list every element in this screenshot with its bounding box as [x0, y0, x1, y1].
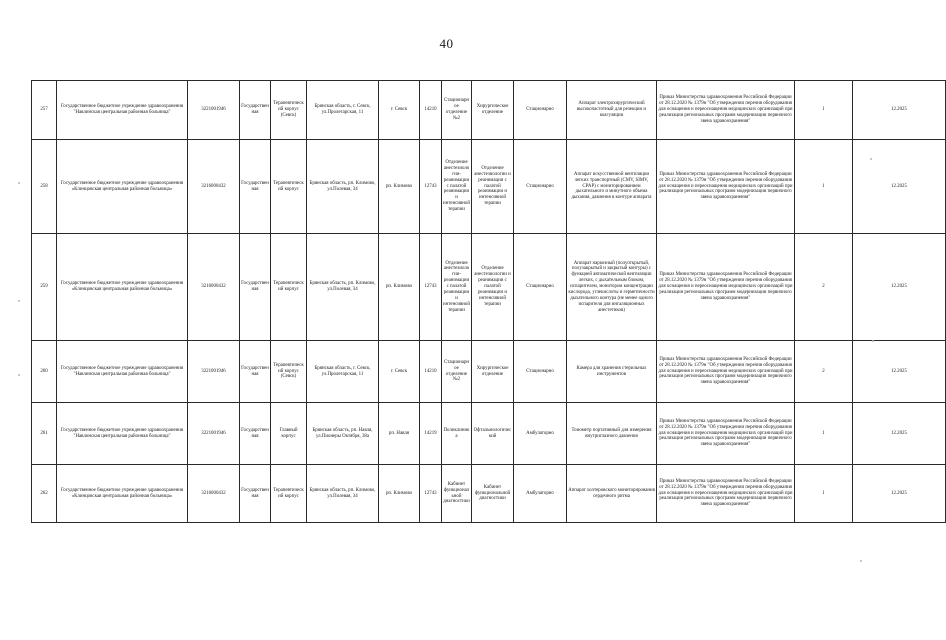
building-name: Терапевтический корпус (Севск) [271, 81, 307, 140]
oktmo-code: 12743 [420, 234, 442, 341]
oktmo-code: 12743 [420, 140, 442, 234]
quantity: 2 [795, 341, 853, 403]
inn-code: 3216000432 [188, 140, 240, 234]
scan-speck [18, 374, 20, 376]
oktmo-code: 14210 [420, 341, 442, 403]
inn-code: 3216000432 [188, 234, 240, 341]
institution-name: Государственное бюджетное учреждение здравоохранения "Навлинская центральная районная больница" [57, 341, 188, 403]
page-number: 40 [439, 36, 454, 51]
table-row [32, 465, 946, 523]
quantity: 1 [795, 81, 853, 140]
table-row [32, 403, 946, 465]
ownership-form: Государственная [240, 81, 271, 140]
building-name: Терапевтический корпус [271, 465, 307, 523]
building-name: Терапевтический корпус [271, 140, 307, 234]
delivery-date: 12.2025 [853, 140, 946, 234]
address: Брянская область, рп. Климово, ул.Полевая, 34 [307, 140, 379, 234]
inn-code: 3216000432 [188, 465, 240, 523]
scan-speck [872, 340, 874, 342]
ownership-form: Государственная [240, 465, 271, 523]
profile: Отделение анестезиологии и реанимации с палатой реанимации и интенсивной терапии [472, 140, 514, 234]
legal-basis: Приказ Министерства здравоохранения Российской Федерации от 28.12.2020 № 1379н "Об утверждении перечня оборудования для оснащения и переоснащения медицинских организаций при реализации региональных программ модернизации первичного звена здравоохранения" [657, 234, 795, 341]
locality: рп. Навля [379, 403, 420, 465]
department: Кабинет функциональной диагностики [442, 465, 472, 523]
row-number: 259 [32, 234, 57, 341]
care-type: Стационарно [514, 81, 567, 140]
oktmo-code: 14219 [420, 403, 442, 465]
building-name: Терапевтический корпус [271, 234, 307, 341]
equipment-name: Тонометр портативный для измерения внутриглазного давления [567, 403, 657, 465]
address: Брянская область, г. Севск, ул.Пролетарская, 11 [307, 341, 379, 403]
row-number: 260 [32, 341, 57, 403]
profile: Офтальмологический [472, 403, 514, 465]
row-number: 258 [32, 140, 57, 234]
institution-name: Государственное бюджетное учреждение здравоохранения «Клинцовская центральная районная больница» [57, 140, 188, 234]
ownership-form: Государственная [240, 341, 271, 403]
table-row [32, 140, 946, 234]
department: Отделение анестезиологии-реанимации с палатой реанимации и интенсивной терапии [442, 234, 472, 341]
building-name: Главный корпус [271, 403, 307, 465]
profile: Кабинет функциональной диагностики [472, 465, 514, 523]
institution-name: Государственное бюджетное учреждение здравоохранения «Клинцовская центральная районная больница» [57, 234, 188, 341]
row-number: 257 [32, 81, 57, 140]
scan-speck [18, 300, 20, 302]
institution-name: Государственное бюджетное учреждение здравоохранения "Навлинская центральная районная больница" [57, 81, 188, 140]
locality: рп. Климово [379, 234, 420, 341]
quantity: 1 [795, 403, 853, 465]
inn-code: 3221001946 [188, 403, 240, 465]
equipment-name: Аппарат наркозный (полуоткрытый, полузакрытый и закрытый контуры) с функцией автоматической вентиляции легких, с дыхательным блоком, испарителем, монитором концентрации кислорода, углекислоты и герметичности дыхательного контура (не менее одного испарителя для ингаляционных анестетиков) [567, 234, 657, 341]
address: Брянская область, рп. Климово, ул.Полевая, 34 [307, 465, 379, 523]
profile: Отделение анестезиологии и реанимации с палатой реанимации и интенсивной терапии [472, 234, 514, 341]
delivery-date: 12.2025 [853, 341, 946, 403]
address: Брянская область, г. Севск, ул.Пролетарская, 11 [307, 81, 379, 140]
equipment-name: Аппарат электрохирургический высокочастотный для резекции и коагуляции [567, 81, 657, 140]
building-name: Терапевтический корпус (Севск) [271, 341, 307, 403]
ownership-form: Государственная [240, 234, 271, 341]
care-type: Амбулаторно [514, 403, 567, 465]
department: Стационарное отделение №2 [442, 341, 472, 403]
legal-basis: Приказ Министерства здравоохранения Российской Федерации от 28.12.2020 № 1379н "Об утверждении перечня оборудования для оснащения и переоснащения медицинских организаций при реализации региональных программ модернизации первичного звена здравоохранения" [657, 403, 795, 465]
table-row [32, 234, 946, 341]
oktmo-code: 12743 [420, 465, 442, 523]
quantity: 1 [795, 140, 853, 234]
delivery-date: 12.2025 [853, 81, 946, 140]
care-type: Стационарно [514, 140, 567, 234]
institution-name: Государственное бюджетное учреждение здравоохранения "Навлинская центральная районная больница" [57, 403, 188, 465]
legal-basis: Приказ Министерства здравоохранения Российской Федерации от 28.12.2020 № 1379н "Об утверждении перечня оборудования для оснащения и переоснащения медицинских организаций при реализации региональных программ модернизации первичного звена здравоохранения" [657, 81, 795, 140]
quantity: 1 [795, 465, 853, 523]
oktmo-code: 14210 [420, 81, 442, 140]
ownership-form: Государственная [240, 403, 271, 465]
locality: г. Севск [379, 81, 420, 140]
locality: рп. Климово [379, 465, 420, 523]
profile: Хирургическое отделение [472, 81, 514, 140]
care-type: Амбулаторно [514, 465, 567, 523]
locality: рп. Климово [379, 140, 420, 234]
legal-basis: Приказ Министерства здравоохранения Российской Федерации от 28.12.2020 № 1379н "Об утверждении перечня оборудования для оснащения и переоснащения медицинских организаций при реализации региональных программ модернизации первичного звена здравоохранения" [657, 140, 795, 234]
inn-code: 3221001946 [188, 341, 240, 403]
delivery-date: 12.2025 [853, 465, 946, 523]
equipment-name: Аппарат искусственной вентиляции легких транспортный (CMV, SIMV, CPAP) с мониторированием дыхательного и минутного объема дыхания, давления в контуре аппарата [567, 140, 657, 234]
department: Поликлиника [442, 403, 472, 465]
legal-basis: Приказ Министерства здравоохранения Российской Федерации от 28.12.2020 № 1379н "Об утверждении перечня оборудования для оснащения и переоснащения медицинских организаций при реализации региональных программ модернизации первичного звена здравоохранения" [657, 465, 795, 523]
delivery-date: 12.2025 [853, 403, 946, 465]
table-row [32, 341, 946, 403]
department: Отделение анестезиологии-реанимации с палатой реанимации и интенсивной терапии [442, 140, 472, 234]
legal-basis: Приказ Министерства здравоохранения Российской Федерации от 28.12.2020 № 1379н "Об утверждении перечня оборудования для оснащения и переоснащения медицинских организаций при реализации региональных программ модернизации первичного звена здравоохранения" [657, 341, 795, 403]
department: Стационарное отделение №2 [442, 81, 472, 140]
equipment-register-table [31, 80, 946, 523]
quantity: 2 [795, 234, 853, 341]
delivery-date: 12.2025 [853, 234, 946, 341]
locality: г. Севск [379, 341, 420, 403]
equipment-name: Камера для хранения стерильных инструментов [567, 341, 657, 403]
profile: Хирургическое отделение [472, 341, 514, 403]
scan-speck [860, 560, 862, 562]
inn-code: 3221001946 [188, 81, 240, 140]
address: Брянская область, рп. Навля, ул.Пионеры Октября, 38а [307, 403, 379, 465]
care-type: Стационарно [514, 234, 567, 341]
table-row [32, 81, 946, 140]
care-type: Стационарно [514, 341, 567, 403]
equipment-name: Аппарат холтеровского мониторирования сердечного ритма [567, 465, 657, 523]
scan-speck [870, 158, 872, 160]
ownership-form: Государственная [240, 140, 271, 234]
address: Брянская область, рп. Климово, ул.Полевая, 34 [307, 234, 379, 341]
scan-speck [18, 182, 20, 184]
row-number: 261 [32, 403, 57, 465]
institution-name: Государственное бюджетное учреждение здравоохранения «Клинцовская центральная районная больница» [57, 465, 188, 523]
row-number: 262 [32, 465, 57, 523]
